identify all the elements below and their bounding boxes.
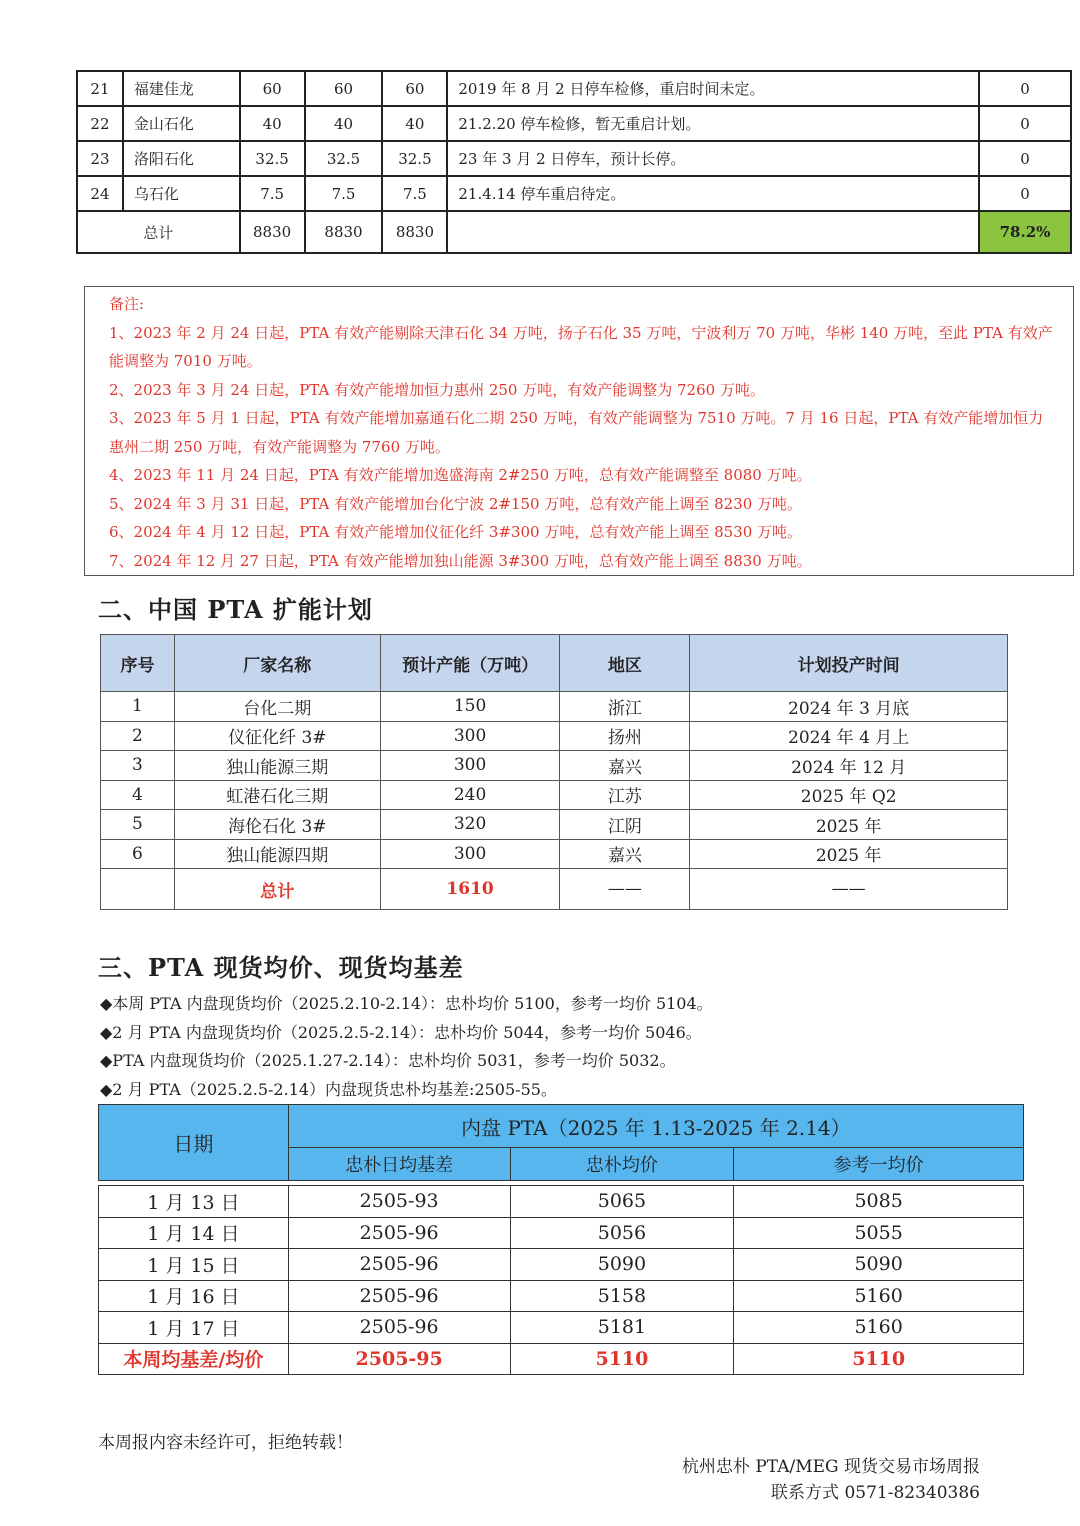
cell: 240: [380, 780, 560, 810]
table-row: [101, 839, 1008, 869]
cell: 5158: [510, 1280, 734, 1312]
cell: 5160: [734, 1312, 1024, 1344]
total-reference-price: 5110: [734, 1343, 1024, 1375]
capacity-value: 60: [240, 71, 305, 106]
cell: 江阴: [560, 810, 690, 840]
notes-title: 备注:: [109, 295, 145, 313]
total-label: 总计: [77, 211, 240, 253]
capacity-value: 40: [305, 106, 383, 141]
note-line: 5、2024 年 3 月 31 日起，PTA 有效产能增加台化宁波 2#150 万吨，总有效产能上调至 8230 万吨。: [109, 494, 803, 513]
cell: 1 月 16 日: [99, 1280, 289, 1312]
cell: 2025 年 Q2: [690, 780, 1008, 810]
capacity-value: 60: [382, 71, 447, 106]
list-item: ◆PTA 内盘现货均价（2025.1.27-2.14）：忠朴均价 5031，参考一均价 5032。: [100, 1051, 676, 1070]
cell: 台化二期: [174, 692, 380, 722]
cell: 300: [380, 721, 560, 751]
note-line: 7、2024 年 12 月 27 日起，PTA 有效产能增加独山能源 3#300 万吨，总有效产能上调至 8830 万吨。: [109, 551, 812, 570]
capacity-value: 7.5: [382, 176, 447, 211]
cell: 5085: [734, 1186, 1024, 1218]
cell: 2505-93: [288, 1186, 510, 1218]
cell: 5: [101, 810, 175, 840]
cell: 1 月 13 日: [99, 1186, 289, 1218]
cell: 虹港石化三期: [174, 780, 380, 810]
cell: 扬州: [560, 721, 690, 751]
header-cell: 忠朴日均基差: [288, 1148, 510, 1181]
table-row: [99, 1312, 1024, 1344]
operating-rate: 0: [979, 176, 1071, 211]
plant-name: 金山石化: [123, 106, 240, 141]
cell: 300: [380, 751, 560, 781]
cell: 2024 年 4 月上: [690, 721, 1008, 751]
cell: 2505-96: [288, 1217, 510, 1249]
status-description: 21.2.20 停车检修，暂无重启计划。: [447, 106, 979, 141]
cell: 1 月 17 日: [99, 1312, 289, 1344]
total-label: 总计: [174, 869, 380, 910]
header-cell: 厂家名称: [174, 635, 380, 692]
note-line: 1、2023 年 2 月 24 日起，PTA 有效产能剔除天津石化 34 万吨，扬子石化 35 万吨，宁波利万 70 万吨，华彬 140 万吨，至此 PTA 有效产: [109, 323, 1053, 342]
table-row: [99, 1217, 1024, 1249]
status-description: 23 年 3 月 2 日停车，预计长停。: [447, 141, 979, 176]
notes-box: [84, 286, 1074, 576]
cell: 5055: [734, 1217, 1024, 1249]
row-number: 22: [77, 106, 123, 141]
cell: 5065: [510, 1186, 734, 1218]
header-cell: 计划投产时间: [690, 635, 1008, 692]
capacity-value: 7.5: [240, 176, 305, 211]
cell: 150: [380, 692, 560, 722]
capacity-value: 7.5: [305, 176, 383, 211]
price-summary-list: [100, 990, 713, 1104]
cell: 独山能源四期: [174, 839, 380, 869]
row-number: 24: [77, 176, 123, 211]
cell: 嘉兴: [560, 751, 690, 781]
capacity-value: 32.5: [305, 141, 383, 176]
cell: 1 月 15 日: [99, 1249, 289, 1281]
table-row: [77, 141, 1071, 176]
table-row: [101, 810, 1008, 840]
plant-name: 福建佳龙: [123, 71, 240, 106]
table-row: [77, 71, 1071, 106]
empty-cell: [447, 211, 979, 253]
note-line: 2、2023 年 3 月 24 日起，PTA 有效产能增加恒力惠州 250 万吨，有效产能调整为 7260 万吨。: [109, 380, 765, 399]
cell: 6: [101, 839, 175, 869]
header-cell: 预计产能（万吨）: [380, 635, 560, 692]
cell: 5181: [510, 1312, 734, 1344]
copyright-notice: 本周报内容未经许可，拒绝转载！: [98, 1433, 353, 1453]
capacity-table: [76, 70, 1072, 254]
table-header-row: [101, 635, 1008, 692]
cell: 1: [101, 692, 175, 722]
spot-price-table: [98, 1104, 1024, 1375]
cell: 320: [380, 810, 560, 840]
cell: 海伦石化 3#: [174, 810, 380, 840]
cell: 2: [101, 721, 175, 751]
cell: 5160: [734, 1280, 1024, 1312]
capacity-value: 60: [305, 71, 383, 106]
cell: 2505-96: [288, 1249, 510, 1281]
total-operating-rate: 78.2%: [979, 211, 1071, 253]
list-item: ◆本周 PTA 内盘现货均价（2025.2.10-2.14）：忠朴均价 5100，参考一均价 5104。: [100, 994, 713, 1013]
header-cell: 忠朴均价: [510, 1148, 734, 1181]
cell: 浙江: [560, 692, 690, 722]
cell: 仪征化纤 3#: [174, 721, 380, 751]
total-basis: 2505-95: [288, 1343, 510, 1375]
list-item: ◆2 月 PTA（2025.2.5-2.14）内盘现货忠朴均基差:2505-55。: [100, 1079, 557, 1099]
total-time: ——: [690, 869, 1008, 910]
header-cell: 参考一均价: [734, 1148, 1024, 1181]
section-title-spot-price: 三、PTA 现货均价、现货均基差: [98, 953, 464, 982]
cell: 1 月 14 日: [99, 1217, 289, 1249]
header-cell: 地区: [560, 635, 690, 692]
table-row: [101, 692, 1008, 722]
header-cell: 序号: [101, 635, 175, 692]
operating-rate: 0: [979, 71, 1071, 106]
table-row: [99, 1280, 1024, 1312]
table-row: [99, 1249, 1024, 1281]
table-header-row: [99, 1105, 1024, 1148]
operating-rate: 0: [979, 106, 1071, 141]
capacity-value: 40: [382, 106, 447, 141]
cell: 5056: [510, 1217, 734, 1249]
capacity-value: 40: [240, 106, 305, 141]
group-header: 内盘 PTA（2025 年 1.13-2025 年 2.14）: [288, 1105, 1023, 1148]
cell: 5090: [734, 1249, 1024, 1281]
status-description: 2019 年 8 月 2 日停车检修，重启时间未定。: [447, 71, 979, 106]
capacity-value: 32.5: [382, 141, 447, 176]
table-row: [99, 1186, 1024, 1218]
total-row: [99, 1343, 1024, 1375]
plant-name: 乌石化: [123, 176, 240, 211]
total-price: 5110: [510, 1343, 734, 1375]
total-value: 8830: [382, 211, 447, 253]
cell: 2505-96: [288, 1280, 510, 1312]
cell: 江苏: [560, 780, 690, 810]
total-value: 8830: [305, 211, 383, 253]
report-name: 杭州忠朴 PTA/MEG 现货交易市场周报: [681, 1457, 980, 1477]
table-row: [101, 780, 1008, 810]
cell: 2024 年 3 月底: [690, 692, 1008, 722]
total-row: [101, 869, 1008, 910]
section-title-expansion: 二、中国 PTA 扩能计划: [98, 595, 373, 624]
table-row: [101, 721, 1008, 751]
total-value: 8830: [240, 211, 305, 253]
status-description: 21.4.14 停车重启待定。: [447, 176, 979, 211]
table-row: [101, 751, 1008, 781]
note-line: 3、2023 年 5 月 1 日起，PTA 有效产能增加嘉通石化二期 250 万吨，有效产能调整为 7510 万吨。7 月 16 日起，PTA 有效产能增加恒力: [109, 409, 1044, 427]
note-line: 惠州二期 250 万吨，有效产能调整为 7760 万吨。: [109, 437, 450, 456]
date-header: 日期: [99, 1105, 289, 1181]
cell: 4: [101, 780, 175, 810]
expansion-plan-table: [100, 634, 1008, 910]
cell: 2024 年 12 月: [690, 751, 1008, 781]
cell: 2505-96: [288, 1312, 510, 1344]
row-number: 21: [77, 71, 123, 106]
row-number: 23: [77, 141, 123, 176]
cell: 独山能源三期: [174, 751, 380, 781]
total-label: 本周均基差/均价: [99, 1343, 289, 1375]
total-region: ——: [560, 869, 690, 910]
cell: 2025 年: [690, 839, 1008, 869]
cell: 2025 年: [690, 810, 1008, 840]
cell: 300: [380, 839, 560, 869]
contact-info: 联系方式 0571-82340386: [771, 1483, 980, 1503]
cell: 5090: [510, 1249, 734, 1281]
empty-cell: [101, 869, 175, 910]
note-line: 能调整为 7010 万吨。: [109, 352, 262, 370]
total-row: [77, 211, 1071, 253]
cell: 嘉兴: [560, 839, 690, 869]
operating-rate: 0: [979, 141, 1071, 176]
note-line: 4、2023 年 11 月 24 日起，PTA 有效产能增加逸盛海南 2#250 万吨，总有效产能调整至 8080 万吨。: [109, 466, 812, 484]
capacity-value: 32.5: [240, 141, 305, 176]
table-row: [77, 176, 1071, 211]
plant-name: 洛阳石化: [123, 141, 240, 176]
total-capacity: 1610: [380, 869, 560, 910]
list-item: ◆2 月 PTA 内盘现货均价（2025.2.5-2.14）：忠朴均价 5044，参考一均价 5046。: [100, 1022, 702, 1042]
note-line: 6、2024 年 4 月 12 日起，PTA 有效产能增加仪征化纤 3#300 万吨，总有效产能上调至 8530 万吨。: [109, 523, 803, 541]
table-row: [77, 106, 1071, 141]
cell: 3: [101, 751, 175, 781]
